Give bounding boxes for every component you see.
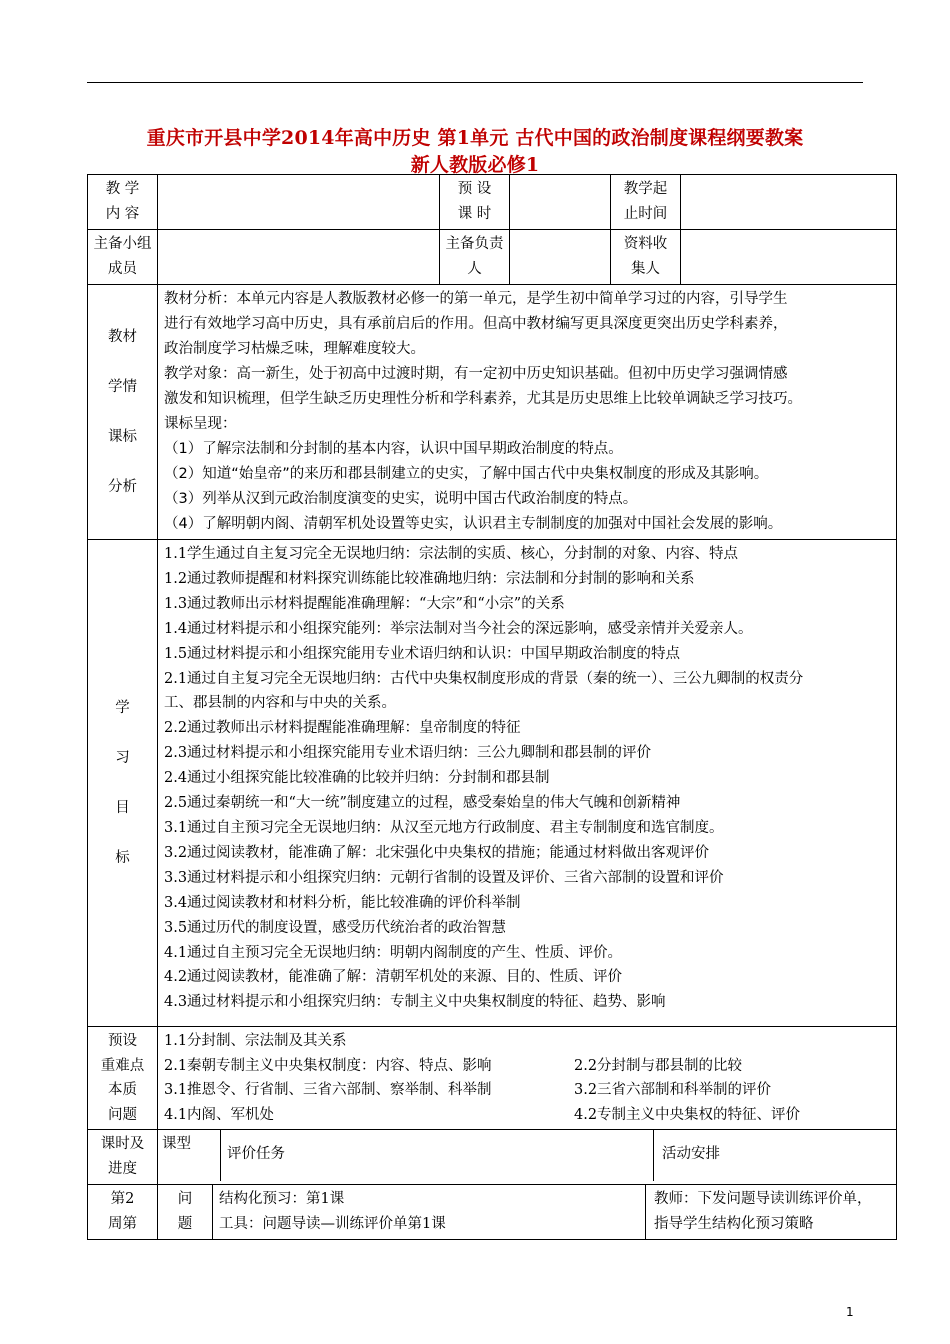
start-end-time-value: [681, 175, 897, 230]
schedule-row: [88, 1185, 897, 1240]
schedule-header-subgrid: [158, 1130, 897, 1185]
analysis-label: 教材 学情 课标 分析: [88, 285, 158, 540]
lead-label: 主备负责人: [440, 230, 510, 285]
document-subtitle: 新人教版必修1: [410, 154, 540, 176]
objectives-text: 1.1学生通过自主复习完全无误地归纳：宗法制的实质、核心，分封制的对象、内容、特点 1.2通过教师提醒和材料探究训练能比较准确地归纳：宗法制和分封制的影响和关系 1.3通过教师出示材料提醒能准确理解：“大宗”和“小宗”的关系 1.4通过材料提示和小组探究能列：举宗法制对当今社会的深远影响，感受亲情并关爱亲人。 1.5通过材料提示和小组探究能用专业术语归纳和认识：中国早期政治制度的特点 2.1通过自主复习完全无误地归纳：古代中央集权制度形成的背景（秦的统一）、三公九卿制的权责分 工、郡县制的内容和与中央的关系。 2.2通过教师出示材料提醒能准确理解：皇帝制度的特征 2.3通过材料提示和小组探究能用专业术语归纳：三公九卿制和郡县制的评价 2.4通过小组探究能比较准确的比较并归纳：分封制和郡县制 2.5通过秦朝统一和“大一统”制度建立的过程，感受秦始皇的伟大气魄和创新精神 3.1通过自主预习完全无误地归纳：从汉至元地方行政制度、君主专制制度和选官制度。 3.2通过阅读教材，能准确了解：北宋强化中央集权的措施；能通过材料做出客观评价 3.3通过材料提示和小组探究归纳：元朝行省制的设置及评价、三省六部制的设置和评价 3.4通过阅读教材和材料分析，能比较准确的评价科举制 3.5通过历代的制度设置，感受历代统治者的政治智慧 4.1通过自主预习完全无误地归纳：明朝内阁制度的产生、性质、评价。 4.2通过阅读教材，能准确了解：清朝军机处的来源、目的、性质、评价 4.3通过材料提示和小组探究归纳：专制主义中央集权制度的特征、趋势、影响: [158, 540, 897, 1027]
week-cell: 第2周第: [88, 1185, 158, 1240]
teach-content-value: [158, 175, 440, 230]
header-row-members: [88, 230, 897, 285]
preset-hours-value: [510, 175, 611, 230]
task-cell: 结构化预习：第1课 工具：问题导读—训练评价单第1课: [213, 1185, 646, 1239]
difficulty-pair: 3.1推恩令、行省制、三省六部制、察举制、科举制 3.2三省六部制和科举制的评价: [164, 1082, 772, 1098]
hours-progress-label: 课时及进度: [88, 1130, 158, 1185]
type-label: 课型: [158, 1130, 221, 1181]
difficulty-pair: 2.1秦朝专制主义中央集权制度：内容、特点、影响 2.2分封制与郡县制的比较: [164, 1057, 743, 1074]
members-label: 主备小组成员: [88, 230, 158, 285]
page-number: 1: [846, 1305, 854, 1319]
schedule-row-subgrid: [158, 1185, 897, 1240]
difficulty-pair: 4.1内阁、军机处 4.2专制主义中央集权的特征、评价: [164, 1106, 801, 1123]
objectives-row: [88, 540, 897, 1027]
difficulties-text: 1.1分封制、宗法制及其关系 2.1秦朝专制主义中央集权制度：内容、特点、影响 2.2分封制与郡县制的比较 3.1推恩令、行省制、三省六部制、察举制、科举制 3.2三省六部制和科举制的评价 4.1内阁、军机处 4.2专制主义中央集权的特征、评价: [158, 1027, 897, 1130]
start-end-time-label: 教学起止时间: [611, 175, 681, 230]
schedule-header-row: [88, 1130, 897, 1185]
analysis-text: 教材分析：本单元内容是人教版教材必修一的第一单元，是学生初中简单学习过的内容，引导学生 进行有效地学习高中历史，具有承前启后的作用。但高中教材编写更具深度更突出历史学科素养， 政治制度学习枯燥乏味，理解难度较大。 教学对象：高一新生，处于初高中过渡时期，有一定初中历史知识基础。但初中历史学习强调情感 激发和知识梳理，但学生缺乏历史理性分析和学科素养，尤其是历史思维上比较单调缺乏学习技巧。 课标呈现： （1）了解宗法制和分封制的基本内容，认识中国早期政治制度的特点。 （2）知道“始皇帝”的来历和郡县制建立的史实，了解中国古代中央集权制度的形成及其影响。 （3）列举从汉到元政治制度演变的史实，说明中国古代政治制度的特点。 （4）了解明朝内阁、清朝军机处设置等史实，认识君主专制制度的加强对中国社会发展的影响。: [158, 285, 897, 540]
objectives-label: 学 习 目 标: [88, 540, 158, 1027]
collector-label: 资料收集人: [611, 230, 681, 285]
header-row-content: [88, 175, 897, 230]
difficulties-label: 预设 重难点 本质 问题: [88, 1027, 158, 1130]
lead-value: [510, 230, 611, 285]
teach-content-label: 教 学 内 容: [88, 175, 158, 230]
collector-value: [681, 230, 897, 285]
preset-hours-label: 预 设 课 时: [440, 175, 510, 230]
type-cell: 问题: [158, 1185, 213, 1239]
activity-cell: 教师：下发问题导读训练评价单， 指导学生结构化预习策略: [654, 1191, 872, 1232]
activity-label: 活动安排: [662, 1146, 720, 1162]
curriculum-table: [87, 174, 897, 1240]
analysis-row: [88, 285, 897, 540]
task-label: 评价任务: [221, 1130, 654, 1181]
difficulties-row: [88, 1027, 897, 1130]
document-title: 重庆市开县中学2014年高中历史 第1单元 古代中国的政治制度课程纲要教案: [146, 127, 804, 149]
members-value: [158, 230, 440, 285]
header-rule: [87, 82, 863, 83]
